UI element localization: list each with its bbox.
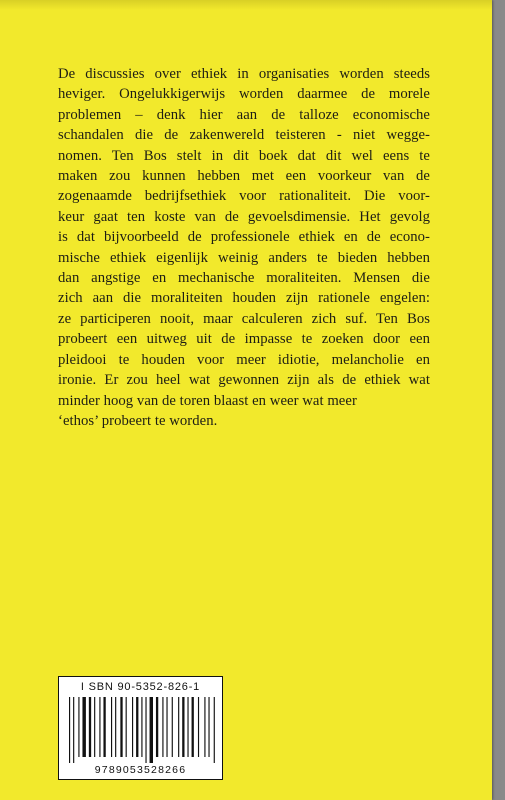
blurb-line: ‘ethos’ probeert te worden. [58,412,218,429]
barcode-bar [198,697,199,757]
barcode-bar [172,697,173,757]
barcode-bar [192,697,194,757]
barcode-bar [120,697,122,757]
barcode-icon [67,697,216,763]
barcode-bar [204,697,205,757]
barcode-bar [145,697,146,763]
barcode-bar [162,697,163,757]
barcode-bar [166,697,167,757]
blurb-line: ze participeren nooit, maar calculeren zich suf. Ten Bos [58,310,430,327]
blurb-line: schandalen die de zakenwereld teisteren - niet wegge- [58,127,430,144]
barcode-bar [156,697,158,757]
blurb-line: problemen – denk hier aan de talloze economische [58,106,430,123]
blurb-line: De discussies over ethiek in organisaties worden steeds [58,66,430,82]
blurb-line: keur gaat ten koste van de gevoelsdimensie. Het gevolg [58,208,430,225]
blurb-line: is dat bijvoorbeeld de professionele ethiek en de econo- [58,229,430,246]
blurb-line: pleidooi te houden voor meer idiotie, melancholie en [58,351,430,368]
barcode-bar [126,697,127,757]
barcode-bar [136,697,138,757]
barcode-bar [94,697,95,757]
barcode-bar [187,697,188,757]
barcode-bar [89,697,91,757]
blurb-line: maken zou kunnen hebben met een voorkeur van de [58,168,430,185]
barcode-label [58,676,223,780]
barcode-bar [141,697,142,757]
blurb-line: ironie. Er zou heel wat gewonnen zijn als de ethiek wat [58,372,430,389]
isbn-text: I SBN 90-5352-826-1 [80,681,201,693]
blurb-line: zich aan die moraliteiten houden zijn rationele engelen: [58,290,430,307]
barcode-bar [150,697,153,763]
barcode-bar [103,697,105,757]
barcode-bar [115,697,116,757]
barcode-bar [214,697,215,763]
blurb-line: dan angstige en mechanische moraliteiten. Mensen die [58,270,430,287]
barcode-bar [69,697,70,763]
blurb-line: probeert een uitweg uit de impasse te zoeken door een [58,331,430,348]
blurb-line: heviger. Ongelukkigerwijs worden daarmee de morele [58,86,430,103]
barcode-bar [182,697,184,757]
barcode-bar [82,697,85,757]
blurb-line: zogenaamde bedrijfsethiek voor rationaliteit. Die voor- [58,188,430,205]
blurb-line: minder hoog van de toren blaast en weer wat meer [58,392,357,409]
barcode-bar [99,697,100,757]
barcode-bar [208,697,209,757]
blurb-text [58,64,430,431]
barcode-bar [111,697,112,757]
barcode-bar [73,697,74,763]
barcode-bar [78,697,79,757]
barcode-bar [178,697,179,757]
blurb-line: mische ethiek eigenlijk weinig anders te bieden hebben [58,249,430,266]
barcode-bar [132,697,133,757]
cover-top-shade [0,0,492,10]
barcode-digits: 9789053528266 [94,764,187,776]
blurb-line: nomen. Ten Bos stelt in dit boek dat dit wel eens te [58,147,430,164]
